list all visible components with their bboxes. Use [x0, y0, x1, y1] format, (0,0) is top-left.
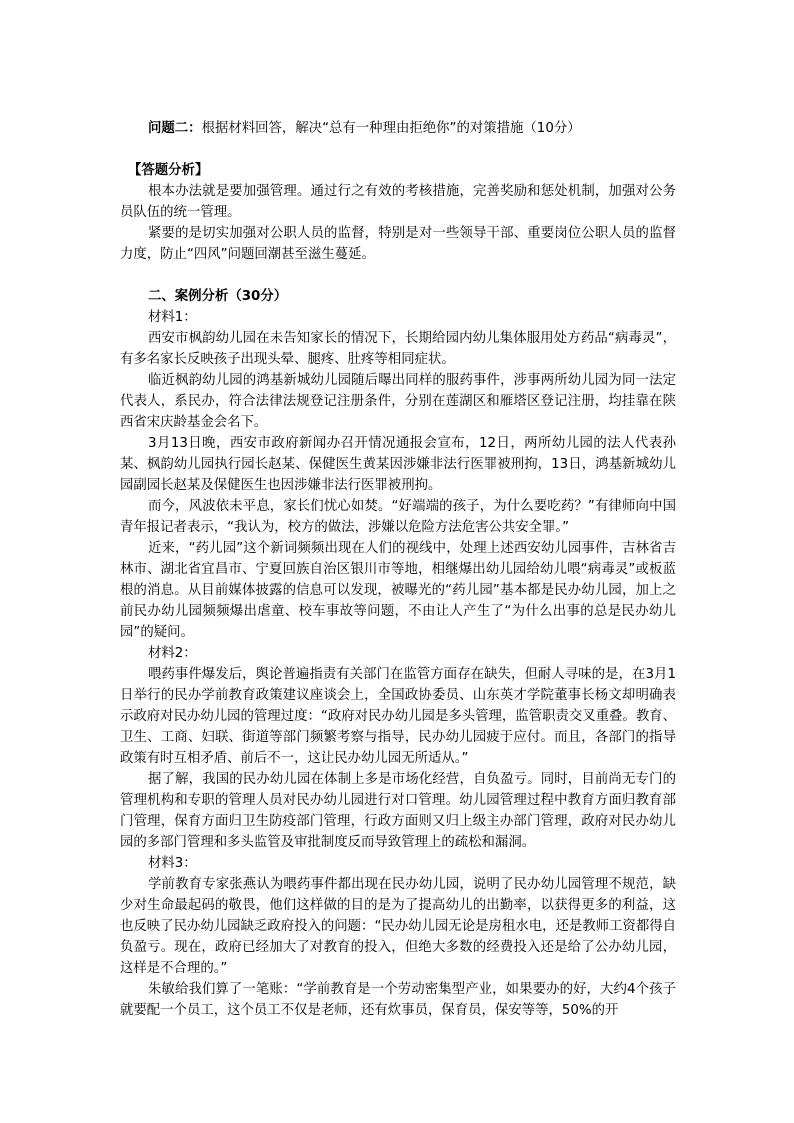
material-label: 材料2：: [148, 646, 197, 661]
answer-paragraph: 根本办法就是要加强管理。通过行之有效的考核措施，完善奖励和惩处机制，加强对公务员队伍的统一管理。: [120, 184, 676, 220]
material-paragraph: 西安市枫韵幼儿园在未告知家长的情况下，长期给园内幼儿集体服用处方药品“病毒灵”，有多名家长反映孩子出现头晕、腿疼、肚疼等相同症状。: [120, 331, 676, 367]
answer-paragraph: 紧要的是切实加强对公职人员的监督，特别是对一些领导干部、重要岗位公职人员的监督力度，防止“四风”问题回潮甚至滋生蔓延。: [120, 226, 676, 262]
material-paragraph: 学前教育专家张燕认为喂药事件都出现在民办幼儿园，说明了民办幼儿园管理不规范，缺少对生命最起码的敬畏，他们这样做的目的是为了提高幼儿的出勤率，以获得更多的利益，这也反映了民办幼儿园缺乏政府投入的问题：“民办幼儿园无论是房租水电，还是教师工资都得自负盈亏。现在，政府已经加大了对教育的投入，但绝大多数的经费投入还是给了公办幼儿园，这样是不合理的。”: [120, 877, 676, 976]
material-paragraph: 3月13日晚，西安市政府新闻办召开情况通报会宣布，12日，两所幼儿园的法人代表孙某、枫韵幼儿园执行园长赵某、保健医生黄某因涉嫌非法行医罪被刑拘，13日，鸿基新城幼儿园副园长赵某及保健医生也因涉嫌非法行医罪被刑拘。: [120, 436, 676, 493]
material-label: 材料3：: [148, 856, 197, 871]
material-paragraph: 而今，风波依未平息，家长们忧心如焚。“好端端的孩子，为什么要吃药？”有律师向中国青年报记者表示，“我认为，校方的做法，涉嫌以危险方法危害公共安全罪。”: [120, 499, 676, 535]
material-paragraph: 据了解，我国的民办幼儿园在体制上多是市场化经营，自负盈亏。同时，目前尚无专门的管理机构和专职的管理人员对民办幼儿园进行对口管理。幼儿园管理过程中教育方面归教育部门管理，保育方面归卫生防疫部门管理，行政方面则又归上级主办部门管理，政府对民办幼儿园的多部门管理和多头监管及审批制度反而导致管理上的疏松和漏洞。: [120, 772, 676, 850]
question-two-line: [120, 118, 676, 139]
document-body: [120, 118, 676, 1021]
material-label: 材料1：: [148, 310, 197, 325]
material-paragraph: 近来，“药儿园”这个新词频频出现在人们的视线中，处理上述西安幼儿园事件，吉林省吉林市、湖北省宜昌市、宁夏回族自治区银川市等地，相继爆出幼儿园给幼儿喂“病毒灵”或板蓝根的消息。从目前媒体披露的信息可以发现，被曝光的“药儿园”基本都是民办幼儿园，加上之前民办幼儿园频频爆出虐童、校车事故等问题，不由让人产生了“为什么出事的总是民办幼儿园”的疑问。: [120, 541, 676, 640]
answer-analysis-heading: 【答题分析】: [128, 163, 209, 178]
spacer: [120, 265, 676, 286]
spacer: [120, 139, 676, 160]
question-two-label: 问题二：: [148, 121, 202, 136]
material-paragraph: 朱敏给我们算了一笔账：“学前教育是一个劳动密集型产业，如果要办的好，大约4个孩子就要配一个员工，这个员工不仅是老师，还有炊事员，保育员，保安等等，50%的开: [120, 982, 676, 1018]
material-paragraph: 临近枫韵幼儿园的鸿基新城幼儿园随后曝出同样的服药事件，涉事两所幼儿园为同一法定代表人，系民办，符合法律法规登记注册条件，分别在莲湖区和雁塔区登记注册，均挂靠在陕西省宋庆龄基金会名下。: [120, 373, 676, 430]
section-heading-case-analysis: 二、案例分析（30分）: [148, 289, 288, 304]
material-paragraph: 喂药事件爆发后，舆论普遍指责有关部门在监管方面存在缺失，但耐人寻味的是，在3月1日举行的民办学前教育政策建议座谈会上，全国政协委员、山东英才学院董事长杨文却明确表示政府对民办幼儿园的管理过度：“政府对民办幼儿园是多头管理，监管职责交叉重叠。教育、卫生、工商、妇联、街道等部门频繁考察与指导，民办幼儿园疲于应付。而且，各部门的指导政策有时互相矛盾、前后不一，这让民办幼儿园无所适从。”: [120, 667, 676, 766]
question-two-text: 根据材料回答，解决“总有一种理由拒绝你”的对策措施（10分）: [201, 121, 581, 136]
